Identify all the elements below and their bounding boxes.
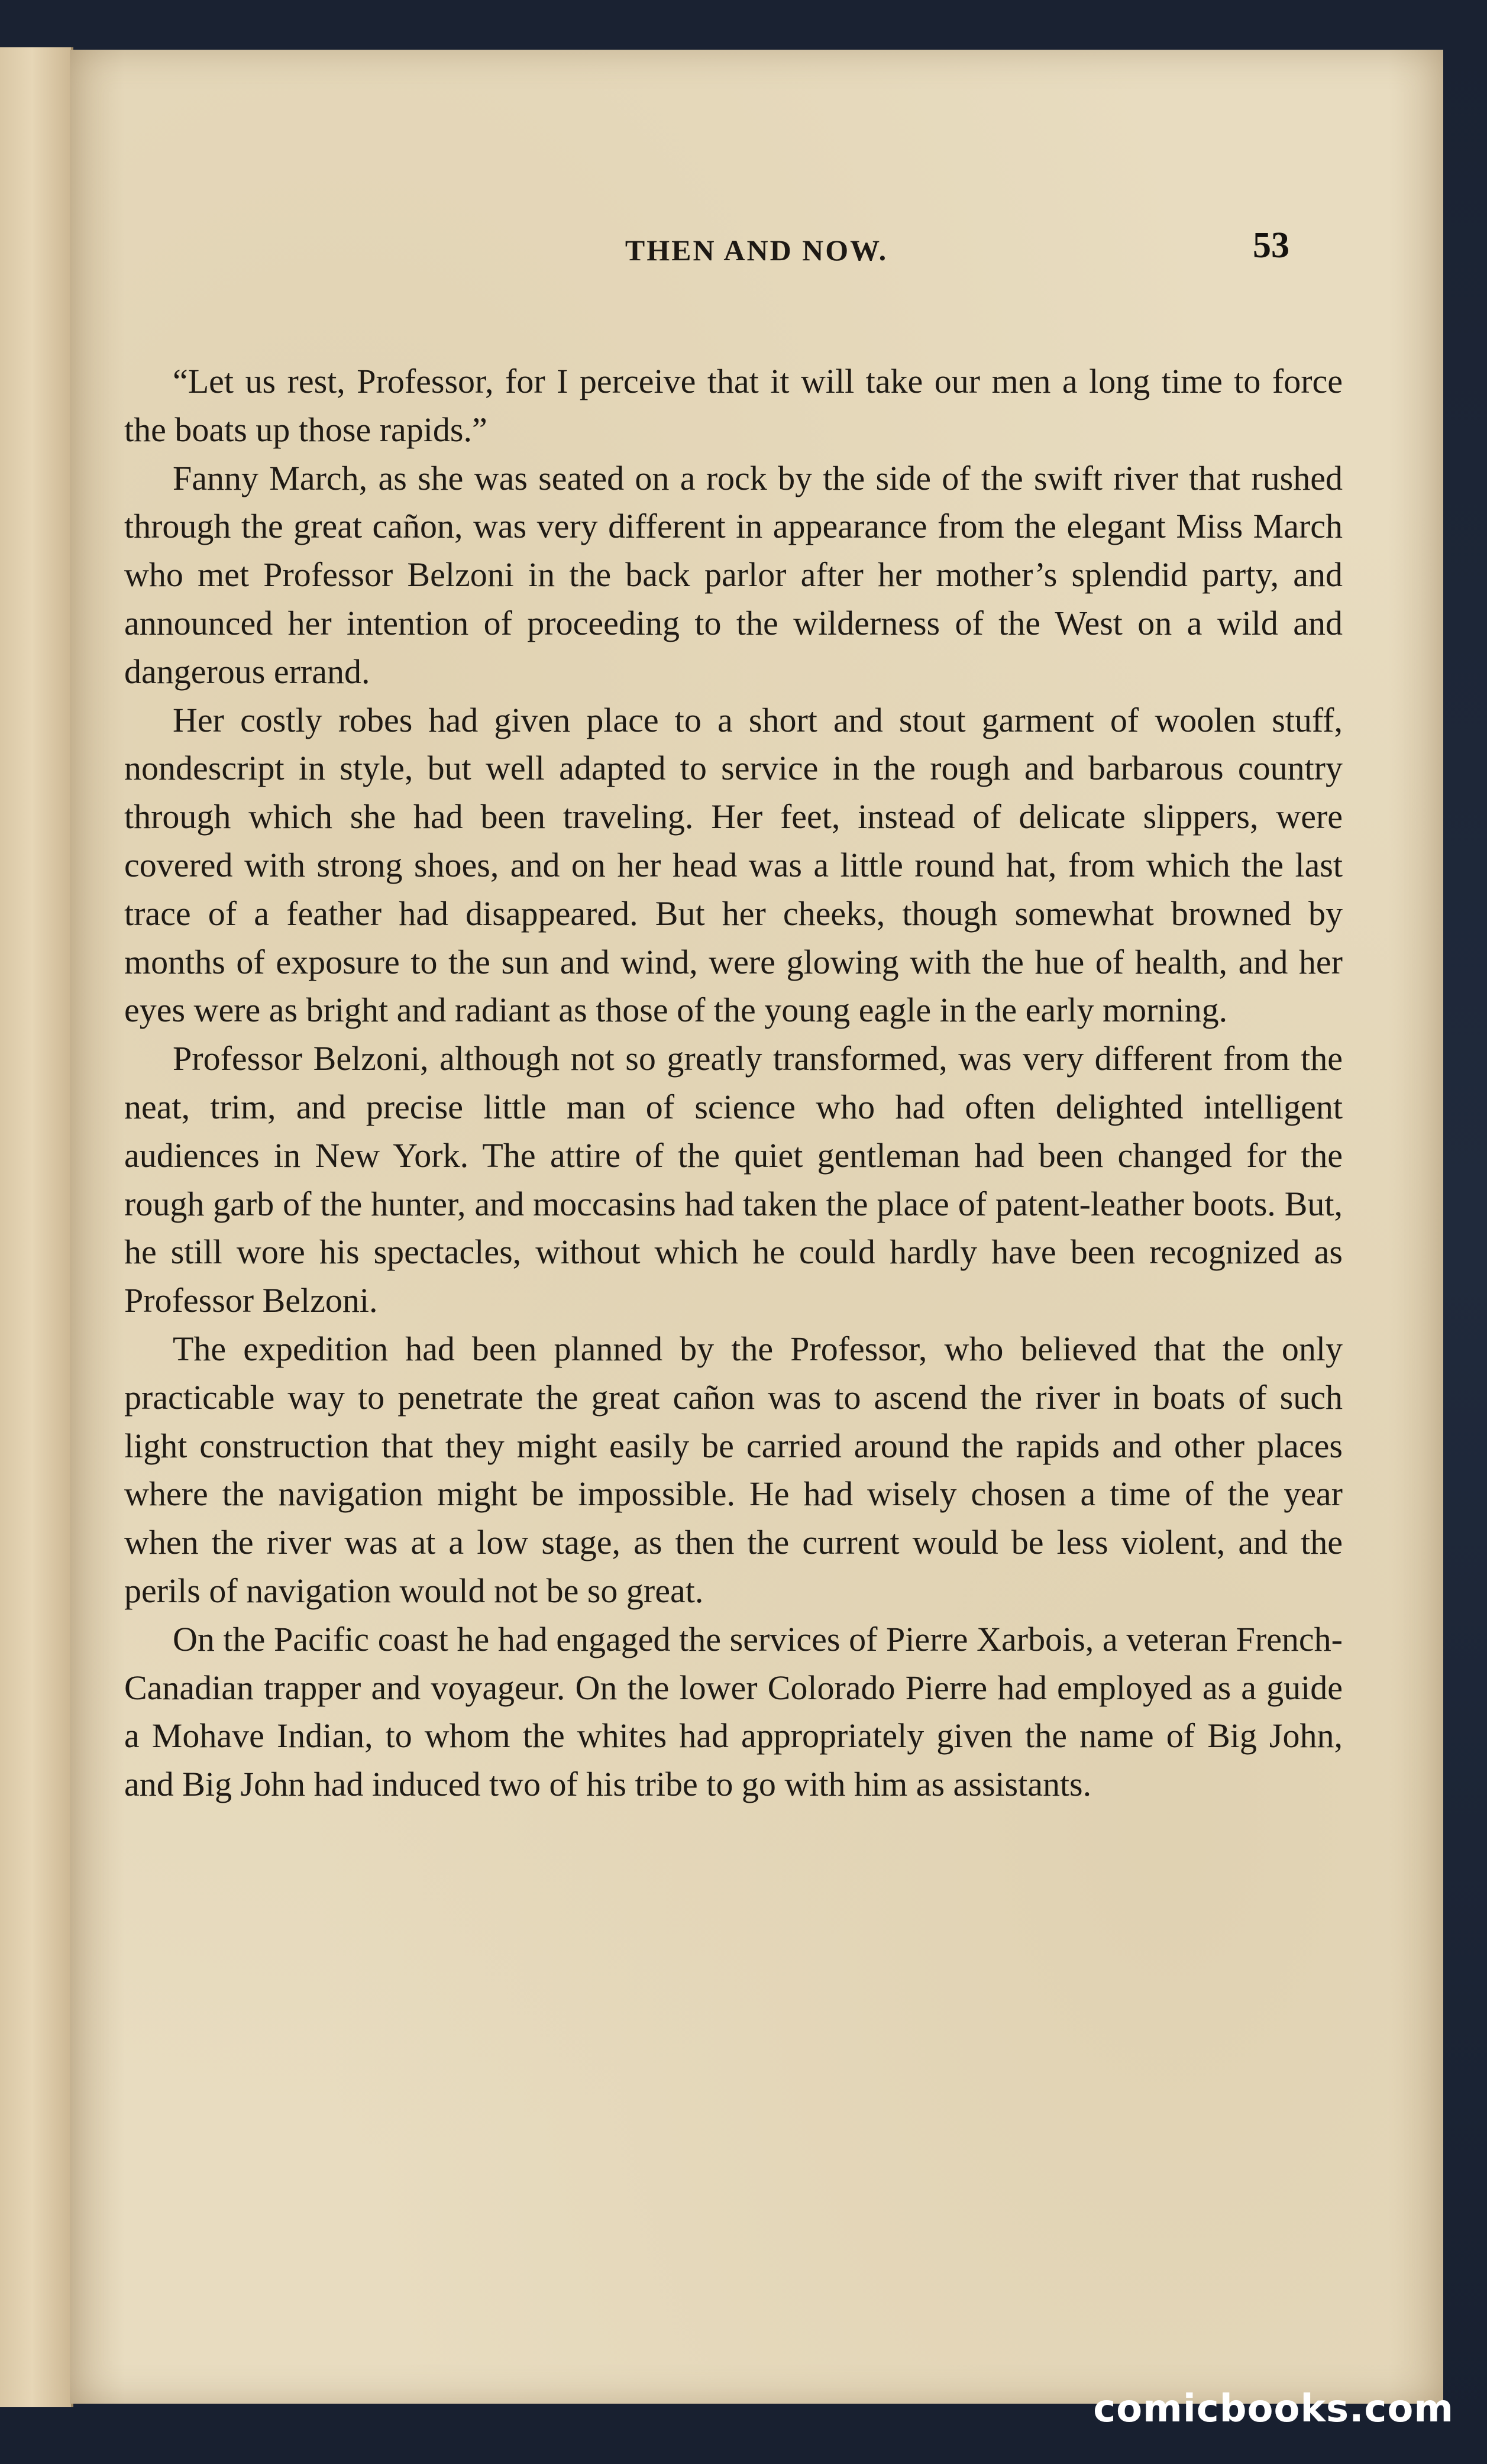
paragraph-6: On the Pacific coast he had engaged the services of Pierre Xarbois, a veteran French-Canadian trapper and voyageur. On the lower Colorado Pierre had employed as a guide a Mohave Indian, to whom the whites had appropriately given the name of Big John, and Big John had induced two of his tribe to go with him as assistants. [124,1619,1343,1804]
book-page [70,50,1443,2404]
paragraph-1: “Let us rest, Professor, for I perceive that it will take our men a long time to force the boats up those rapids.” [124,362,1343,449]
body-text [124,357,1343,1809]
left-page-edge [0,47,73,2407]
paragraph-5: The expedition had been planned by the Professor, who believed that the only practicable way to penetrate the great cañon was to ascend the river in boats of such light construction that they might easily be carried around the rapids and other places where the navigation might be impossible. He had wisely chosen a time of the year when the river was at a low stage, as then the current would be less violent, and the perils of navigation would not be so great. [124,1329,1343,1610]
page-number: 53 [1253,225,1289,266]
running-head [70,209,1443,280]
watermark: comicbooks.com [1093,2387,1454,2431]
paragraph-2: Fanny March, as she was seated on a rock by the side of the swift river that rushed through the great cañon, was very different in appearance from the elegant Miss March who met Professor Belzoni in the back parlor after her mother’s splendid party, and announced her intention of proceeding to the wilderness of the West on a wild and dangerous errand. [124,458,1343,691]
running-title: THEN AND NOW. [625,234,888,267]
paragraph-3: Her costly robes had given place to a short and stout garment of woolen stuff, nondescript in style, but well adapted to service in the rough and barbarous country through which she had been traveling. Her feet, instead of delicate slippers, were covered with strong shoes, and on her head was a little round hat, from which the last trace of a feather had disappeared. But her cheeks, though somewhat browned by months of exposure to the sun and wind, were glowing with the hue of health, and her eyes were as bright and radiant as those of the young eagle in the early morning. [124,700,1343,1030]
paragraph-4: Professor Belzoni, although not so greatly transformed, was very different from the neat, trim, and precise little man of science who had often delighted intelligent audiences in New York. The attire of the quiet gentleman had been changed for the rough garb of the hunter, and moccasins had taken the place of patent-leather boots. But, he still wore his spectacles, without which he could hardly have been recognized as Professor Belzoni. [124,1039,1343,1320]
